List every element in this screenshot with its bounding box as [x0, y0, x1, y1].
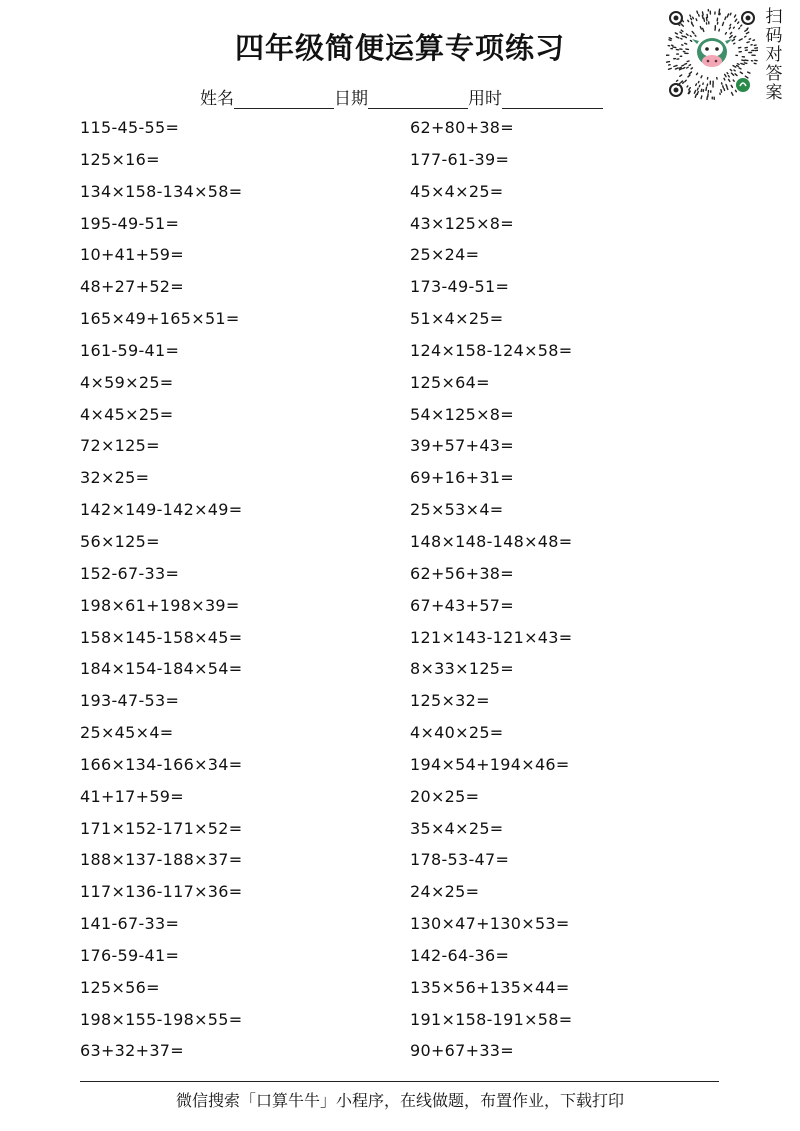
math-problem: 142×149-142×49= — [80, 500, 243, 520]
math-problem: 125×32= — [410, 691, 490, 711]
time-label: 用时 — [468, 89, 502, 109]
math-problem: 67+43+57= — [410, 595, 514, 615]
math-problem: 148×148-148×48= — [410, 531, 573, 551]
math-problem: 24×25= — [410, 882, 480, 902]
problems-left-column — [80, 112, 242, 1067]
math-problem: 176-59-41= — [80, 945, 180, 965]
math-problem: 25×53×4= — [410, 500, 504, 520]
math-problem: 43×125×8= — [410, 213, 514, 233]
math-problem: 125×56= — [80, 977, 160, 997]
math-problem: 8×33×125= — [410, 659, 514, 679]
scan-label-char: 案 — [765, 83, 783, 103]
math-problem: 4×59×25= — [80, 372, 174, 392]
math-problem: 161-59-41= — [80, 340, 180, 360]
page-title: 四年级简便运算专项练习 — [234, 31, 565, 65]
footer-note: 微信搜索「口算牛牛」小程序，在线做题，布置作业，下载打印 — [175, 1091, 624, 1110]
math-problem: 166×134-166×34= — [80, 754, 243, 774]
scan-label-char: 对 — [765, 45, 783, 65]
math-problem: 90+67+33= — [410, 1041, 514, 1061]
math-problem: 165×49+165×51= — [80, 309, 240, 329]
math-problem: 20×25= — [410, 786, 480, 806]
name-label: 姓名 — [200, 89, 234, 109]
math-problem: 134×158-134×58= — [80, 181, 243, 201]
math-problem: 54×125×8= — [410, 404, 514, 424]
math-problem: 48+27+52= — [80, 277, 184, 297]
math-problem: 194×54+194×46= — [410, 754, 570, 774]
math-problem: 25×24= — [410, 245, 480, 265]
time-blank[interactable] — [502, 91, 603, 109]
math-problem: 121×143-121×43= — [410, 627, 573, 647]
math-problem: 72×125= — [80, 436, 160, 456]
name-blank[interactable] — [234, 91, 334, 109]
math-problem: 41+17+59= — [80, 786, 184, 806]
student-info-line — [200, 84, 603, 109]
math-problem: 56×125= — [80, 531, 160, 551]
math-problem: 152-67-33= — [80, 563, 180, 583]
math-problem: 188×137-188×37= — [80, 850, 243, 870]
math-problem: 63+32+37= — [80, 1041, 184, 1061]
footer-divider — [80, 1081, 719, 1082]
math-problem: 193-47-53= — [80, 691, 180, 711]
scan-for-answers-label — [763, 8, 785, 103]
qr-code-cow-icon[interactable] — [666, 8, 758, 100]
math-problem: 178-53-47= — [410, 850, 510, 870]
math-problem: 141-67-33= — [80, 914, 180, 934]
math-problem: 142-64-36= — [410, 945, 510, 965]
math-problem: 184×154-184×54= — [80, 659, 243, 679]
math-problem: 191×158-191×58= — [410, 1009, 573, 1029]
math-problem: 115-45-55= — [80, 118, 180, 137]
math-problem: 125×64= — [410, 372, 490, 392]
scan-label-char: 扫 — [765, 7, 783, 27]
math-problem: 198×61+198×39= — [80, 595, 240, 615]
math-problem: 25×45×4= — [80, 723, 174, 743]
scan-label-char: 码 — [765, 26, 783, 46]
math-problem: 198×155-198×55= — [80, 1009, 243, 1029]
math-problem: 173-49-51= — [410, 277, 510, 297]
math-problem: 125×16= — [80, 149, 160, 169]
math-problem: 117×136-117×36= — [80, 882, 243, 902]
math-problem: 32×25= — [80, 468, 150, 488]
math-problem: 4×45×25= — [80, 404, 174, 424]
math-problem: 171×152-171×52= — [80, 818, 243, 838]
math-problem: 195-49-51= — [80, 213, 180, 233]
date-label: 日期 — [334, 89, 368, 109]
math-problem: 158×145-158×45= — [80, 627, 243, 647]
date-blank[interactable] — [368, 91, 468, 109]
math-problem: 124×158-124×58= — [410, 340, 573, 360]
math-problem: 51×4×25= — [410, 309, 504, 329]
math-problem: 35×4×25= — [410, 818, 504, 838]
math-problem: 130×47+130×53= — [410, 914, 570, 934]
math-problem: 62+56+38= — [410, 563, 514, 583]
math-problem: 45×4×25= — [410, 181, 504, 201]
math-problem: 135×56+135×44= — [410, 977, 570, 997]
math-problem: 62+80+38= — [410, 118, 514, 137]
math-problem: 177-61-39= — [410, 149, 510, 169]
math-problem: 10+41+59= — [80, 245, 184, 265]
math-problem: 69+16+31= — [410, 468, 514, 488]
problems-right-column — [410, 112, 572, 1067]
math-problem: 39+57+43= — [410, 436, 514, 456]
math-problem: 4×40×25= — [410, 723, 504, 743]
scan-label-char: 答 — [765, 64, 783, 84]
